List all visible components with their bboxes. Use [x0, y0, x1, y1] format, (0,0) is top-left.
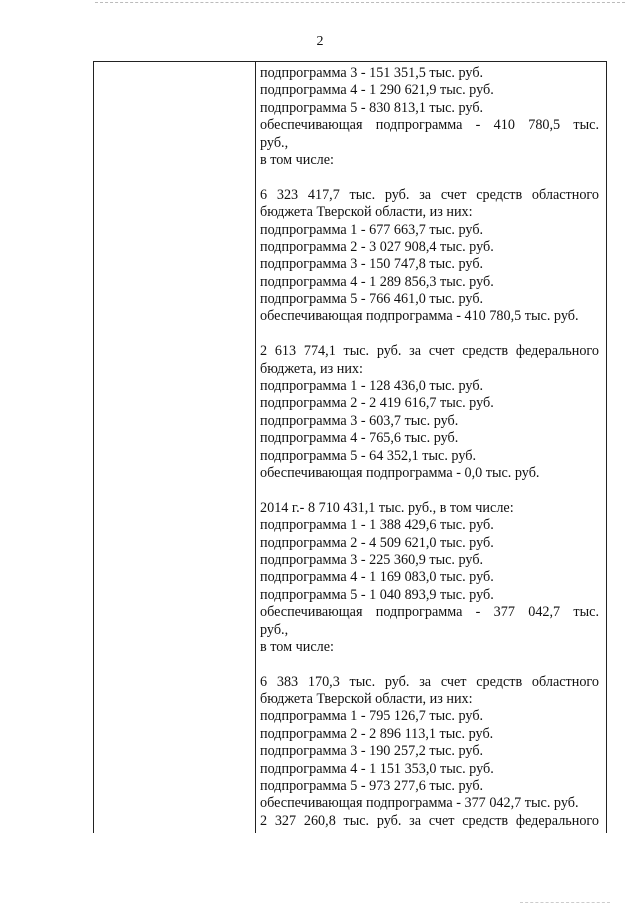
text-line: подпрограмма 3 - 225 360,9 тыс. руб.: [260, 551, 484, 568]
text-line: 2014 г.- 8 710 431,1 тыс. руб., в том числе:: [260, 499, 514, 516]
text-line: обеспечивающая подпрограмма - 0,0 тыс. руб.: [260, 464, 540, 481]
blank-line: [260, 656, 599, 673]
blank-line: [260, 326, 599, 343]
text-line: 6 383 170,3 тыс. руб. за счет средств областного: [260, 673, 599, 690]
text-line: подпрограмма 1 - 795 126,7 тыс. руб.: [260, 708, 484, 725]
blank-line: [260, 169, 599, 186]
text-line: подпрограмма 3 - 151 351,5 тыс. руб.: [260, 65, 484, 81]
text-line: подпрограмма 3 - 190 257,2 тыс. руб.: [260, 743, 484, 760]
text-line: подпрограмма 4 - 1 151 353,0 тыс. руб.: [260, 760, 494, 777]
blank-line: [260, 482, 599, 499]
text-line: бюджета, из них:: [260, 360, 363, 377]
text-line: обеспечивающая подпрограмма - 377 042,7 тыс.: [260, 604, 599, 621]
text-line: подпрограмма 1 - 677 663,7 тыс. руб.: [260, 221, 484, 238]
text-line: подпрограмма 5 - 64 352,1 тыс. руб.: [260, 447, 477, 464]
text-line: подпрограмма 5 - 1 040 893,9 тыс. руб.: [260, 586, 494, 603]
text-line: обеспечивающая подпрограмма - 410 780,5 тыс.: [260, 117, 599, 134]
page-number: 2: [316, 34, 324, 49]
text-line: подпрограмма 5 - 766 461,0 тыс. руб.: [260, 291, 484, 308]
text-line: подпрограмма 2 - 3 027 908,4 тыс. руб.: [260, 238, 494, 255]
text-line: 2 613 774,1 тыс. руб. за счет средств федерального: [260, 343, 599, 360]
text-line: 2 327 260,8 тыс. руб. за счет средств федерального: [260, 812, 599, 829]
column-divider: [255, 62, 256, 833]
text-line: подпрограмма 1 - 1 388 429,6 тыс. руб.: [260, 517, 494, 534]
text-line: обеспечивающая подпрограмма - 377 042,7 тыс. руб.: [260, 795, 579, 812]
text-line: подпрограмма 3 - 150 747,8 тыс. руб.: [260, 256, 484, 273]
text-line: подпрограмма 5 - 973 277,6 тыс. руб.: [260, 778, 484, 795]
text-line: подпрограмма 2 - 2 896 113,1 тыс. руб.: [260, 725, 494, 742]
text-line: подпрограмма 3 - 603,7 тыс. руб.: [260, 412, 459, 429]
text-line: руб.,: [260, 621, 289, 638]
text-line: руб.,: [260, 134, 289, 151]
funding-table: [93, 61, 607, 833]
text-line: в том числе:: [260, 638, 334, 655]
text-line: подпрограмма 4 - 765,6 тыс. руб.: [260, 430, 459, 447]
text-line: бюджета Тверской области, из них:: [260, 691, 473, 708]
text-line: 6 323 417,7 тыс. руб. за счет средств областного: [260, 186, 599, 203]
text-line: подпрограмма 4 - 1 169 083,0 тыс. руб.: [260, 569, 494, 586]
text-line: подпрограмма 1 - 128 436,0 тыс. руб.: [260, 378, 484, 395]
bottom-scan-mark: [520, 902, 610, 903]
text-line: в том числе:: [260, 151, 334, 168]
text-line: подпрограмма 2 - 4 509 621,0 тыс. руб.: [260, 534, 494, 551]
text-line: бюджета Тверской области, из них:: [260, 204, 473, 221]
text-line: обеспечивающая подпрограмма - 410 780,5 тыс. руб.: [260, 308, 579, 325]
text-line: подпрограмма 4 - 1 290 621,9 тыс. руб.: [260, 82, 494, 99]
text-line: подпрограмма 2 - 2 419 616,7 тыс. руб.: [260, 395, 494, 412]
text-line: подпрограмма 4 - 1 289 856,3 тыс. руб.: [260, 273, 494, 290]
top-scan-rule: [95, 2, 625, 3]
funding-details-cell: [260, 65, 599, 830]
text-line: подпрограмма 5 - 830 813,1 тыс. руб.: [260, 99, 484, 116]
